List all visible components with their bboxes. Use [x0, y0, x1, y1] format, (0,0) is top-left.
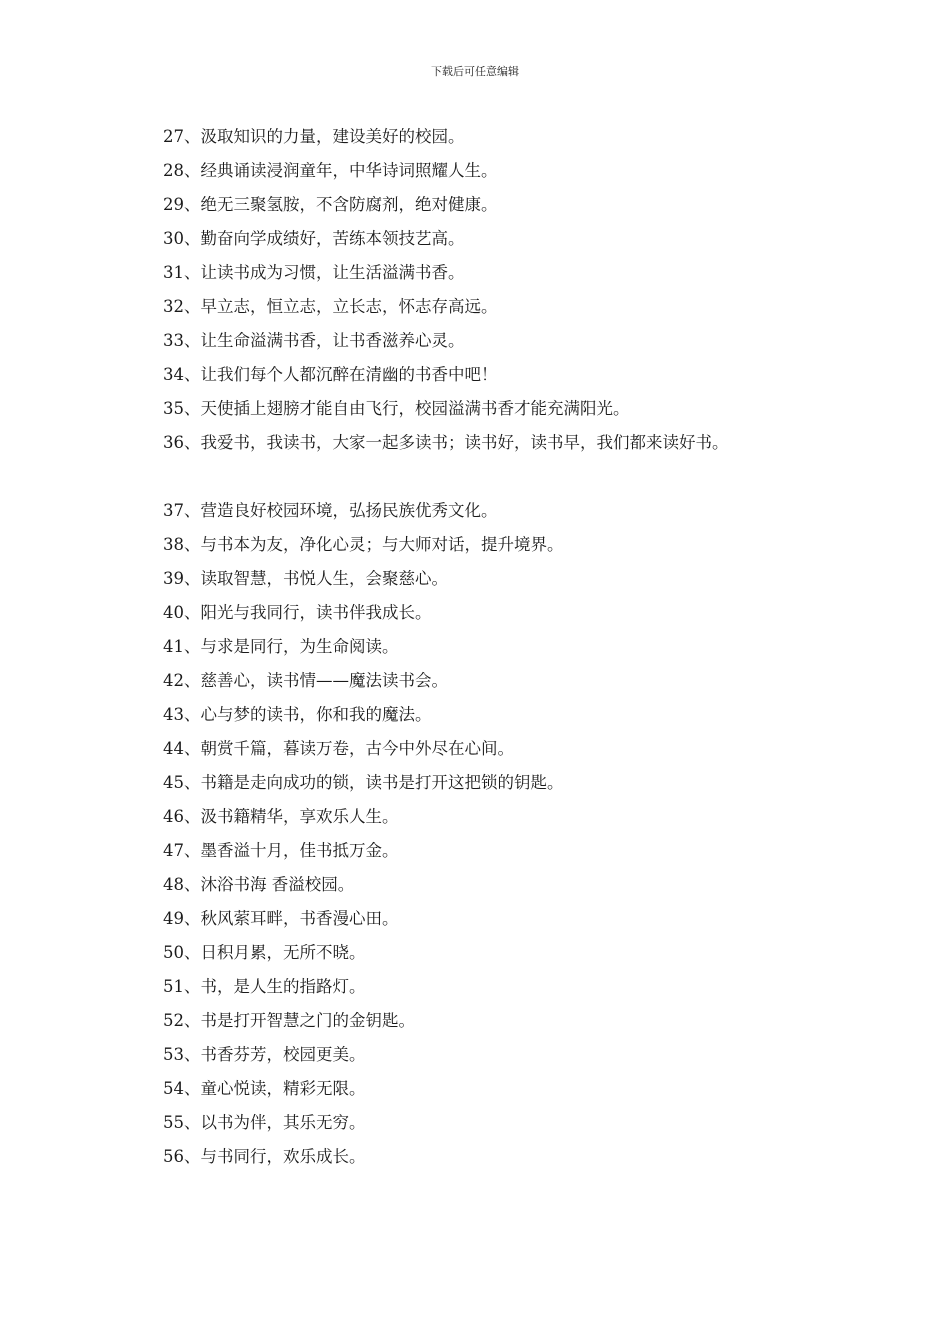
list-item: 39、读取智慧，书悦人生，会聚慈心。 — [163, 569, 448, 588]
list-item: 35、天使插上翅膀才能自由飞行，校园溢满书香才能充满阳光。 — [163, 399, 630, 418]
page-header-note: 下载后可任意编辑 — [431, 65, 519, 78]
list-item: 31、让读书成为习惯，让生活溢满书香。 — [163, 263, 465, 282]
list-item: 29、绝无三聚氢胺，不含防腐剂，绝对健康。 — [163, 195, 498, 214]
list-item: 53、书香芬芳，校园更美。 — [163, 1045, 366, 1064]
list-item: 28、经典诵读浸润童年，中华诗词照耀人生。 — [163, 161, 498, 180]
list-item: 37、营造良好校园环境，弘扬民族优秀文化。 — [163, 501, 498, 520]
list-item: 30、勤奋向学成绩好，苦练本领技艺高。 — [163, 229, 465, 248]
list-item: 56、与书同行，欢乐成长。 — [163, 1147, 366, 1166]
list-item: 42、慈善心，读书情——魔法读书会。 — [163, 671, 448, 690]
list-item: 45、书籍是走向成功的锁，读书是打开这把锁的钥匙。 — [163, 773, 564, 792]
list-item: 52、书是打开智慧之门的金钥匙。 — [163, 1011, 415, 1030]
list-item: 36、我爱书，我读书，大家一起多读书；读书好，读书早，我们都来读好书。 — [163, 433, 729, 452]
list-item: 32、早立志，恒立志，立长志，怀志存高远。 — [163, 297, 498, 316]
list-item: 50、日积月累，无所不晓。 — [163, 943, 366, 962]
list-item: 34、让我们每个人都沉醉在清幽的书香中吧！ — [163, 365, 498, 384]
list-item: 51、书，是人生的指路灯。 — [163, 977, 366, 996]
slogan-list — [163, 124, 903, 1178]
list-item: 27、汲取知识的力量，建设美好的校园。 — [163, 127, 465, 146]
list-item: 44、朝赏千篇，暮读万卷，古今中外尽在心间。 — [163, 739, 514, 758]
list-item: 49、秋风萦耳畔，书香漫心田。 — [163, 909, 399, 928]
list-item: 55、以书为伴，其乐无穷。 — [163, 1113, 366, 1132]
list-item: 46、汲书籍精华，享欢乐人生。 — [163, 807, 399, 826]
list-item: 33、让生命溢满书香，让书香滋养心灵。 — [163, 331, 465, 350]
list-item: 54、童心悦读，精彩无限。 — [163, 1079, 366, 1098]
list-item: 40、阳光与我同行，读书伴我成长。 — [163, 603, 432, 622]
list-item: 38、与书本为友，净化心灵；与大师对话，提升境界。 — [163, 535, 564, 554]
list-item: 43、心与梦的读书，你和我的魔法。 — [163, 705, 432, 724]
list-item: 48、沐浴书海 香溢校园。 — [163, 875, 355, 894]
list-item: 41、与求是同行，为生命阅读。 — [163, 637, 399, 656]
list-item: 47、墨香溢十月，佳书抵万金。 — [163, 841, 399, 860]
blank-line — [163, 464, 903, 498]
